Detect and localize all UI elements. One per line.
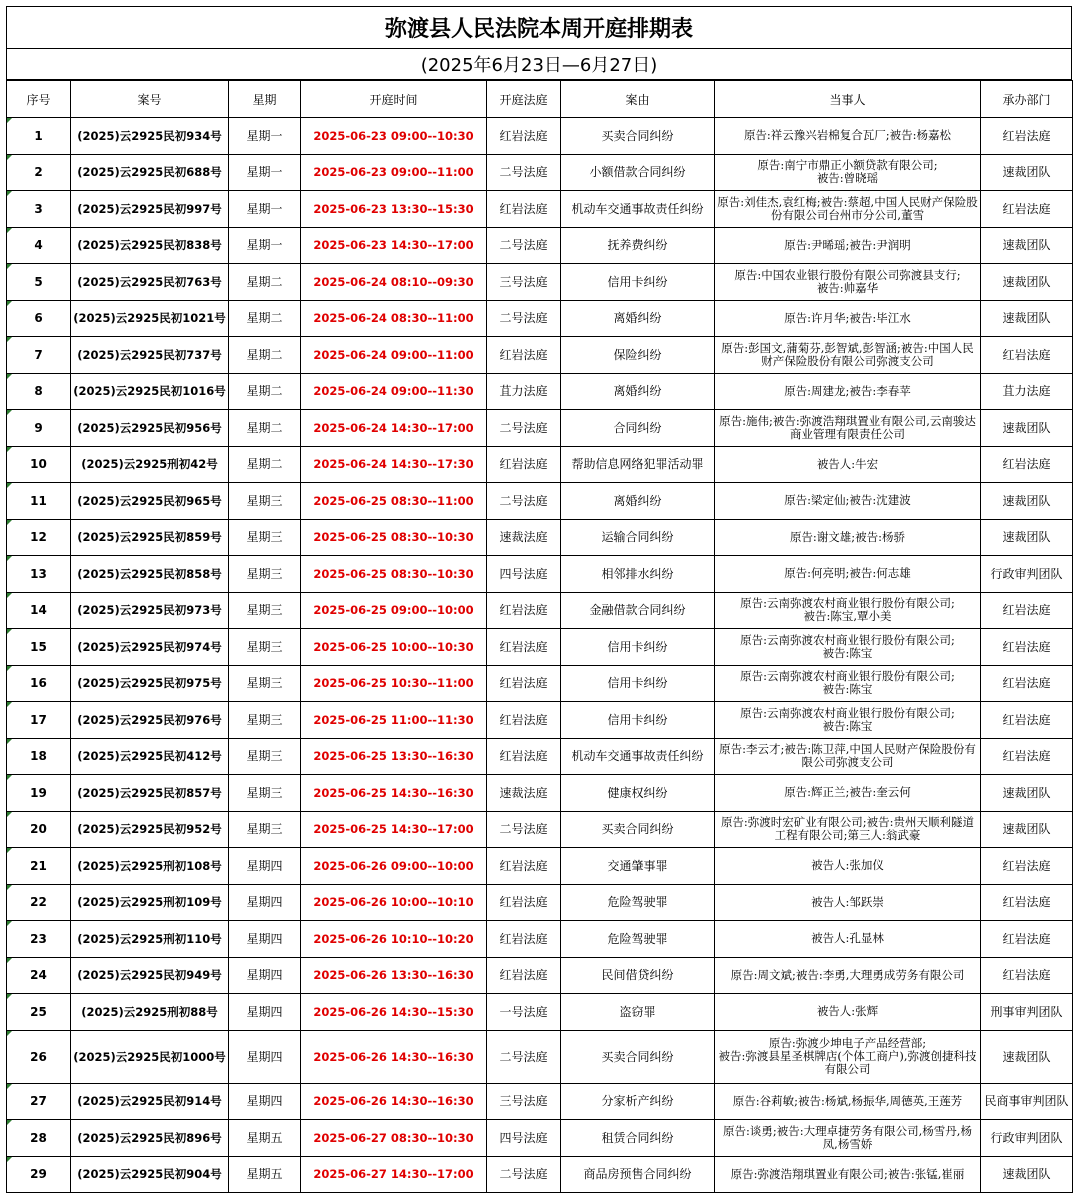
case-number-cell: (2025)云2925民初952号 bbox=[71, 811, 229, 848]
case-number-cell: (2025)云2925民初934号 bbox=[71, 118, 229, 155]
parties-cell: 原告:尹晞瑶;被告:尹润明 bbox=[715, 227, 981, 264]
row-number-cell: 3 bbox=[7, 191, 71, 228]
courtroom-cell: 速裁法庭 bbox=[487, 775, 561, 812]
table-row bbox=[7, 300, 1073, 337]
case-number-cell: (2025)云2925民初1016号 bbox=[71, 373, 229, 410]
col-header-case: 案号 bbox=[71, 81, 229, 118]
hearing-time-cell: 2025-06-26 14:30--16:30 bbox=[301, 1030, 487, 1083]
case-cause-cell: 保险纠纷 bbox=[561, 337, 715, 374]
courtroom-cell: 二号法庭 bbox=[487, 1156, 561, 1193]
parties-cell: 原告:祥云豫兴岩棉复合瓦厂;被告:杨嘉松 bbox=[715, 118, 981, 155]
row-number-cell: 2 bbox=[7, 154, 71, 191]
hearing-time-cell: 2025-06-25 11:00--11:30 bbox=[301, 702, 487, 739]
row-number-cell: 11 bbox=[7, 483, 71, 520]
parties-cell: 原告:梁定仙;被告:沈建波 bbox=[715, 483, 981, 520]
table-row bbox=[7, 337, 1073, 374]
hearing-time-cell: 2025-06-27 08:30--10:30 bbox=[301, 1120, 487, 1157]
hearing-time-cell: 2025-06-25 08:30--10:30 bbox=[301, 556, 487, 593]
table-row bbox=[7, 629, 1073, 666]
department-cell: 苴力法庭 bbox=[981, 373, 1073, 410]
row-number-cell: 24 bbox=[7, 957, 71, 994]
case-cause-cell: 运输合同纠纷 bbox=[561, 519, 715, 556]
case-number-cell: (2025)云2925民初737号 bbox=[71, 337, 229, 374]
table-row bbox=[7, 811, 1073, 848]
table-row bbox=[7, 446, 1073, 483]
hearing-time-cell: 2025-06-25 10:00--10:30 bbox=[301, 629, 487, 666]
case-cause-cell: 交通肇事罪 bbox=[561, 848, 715, 885]
weekday-cell: 星期一 bbox=[229, 191, 301, 228]
weekday-cell: 星期二 bbox=[229, 410, 301, 447]
weekday-cell: 星期五 bbox=[229, 1120, 301, 1157]
table-row bbox=[7, 483, 1073, 520]
parties-cell: 原告:周文斌;被告:李勇,大理勇成劳务有限公司 bbox=[715, 957, 981, 994]
row-number-cell: 8 bbox=[7, 373, 71, 410]
case-cause-cell: 信用卡纠纷 bbox=[561, 702, 715, 739]
hearing-time-cell: 2025-06-24 08:30--11:00 bbox=[301, 300, 487, 337]
hearing-time-cell: 2025-06-23 14:30--17:00 bbox=[301, 227, 487, 264]
hearing-time-cell: 2025-06-25 13:30--16:30 bbox=[301, 738, 487, 775]
department-cell: 红岩法庭 bbox=[981, 118, 1073, 155]
courtroom-cell: 红岩法庭 bbox=[487, 337, 561, 374]
weekday-cell: 星期四 bbox=[229, 994, 301, 1031]
department-cell: 红岩法庭 bbox=[981, 957, 1073, 994]
table-row bbox=[7, 884, 1073, 921]
table-row bbox=[7, 1120, 1073, 1157]
department-cell: 红岩法庭 bbox=[981, 592, 1073, 629]
row-number-cell: 25 bbox=[7, 994, 71, 1031]
parties-cell: 原告:李云才;被告:陈卫萍,中国人民财产保险股份有限公司弥渡支公司 bbox=[715, 738, 981, 775]
col-header-dept: 承办部门 bbox=[981, 81, 1073, 118]
case-number-cell: (2025)云2925民初688号 bbox=[71, 154, 229, 191]
courtroom-cell: 二号法庭 bbox=[487, 154, 561, 191]
case-cause-cell: 危险驾驶罪 bbox=[561, 884, 715, 921]
parties-cell: 原告:何亮明;被告:何志雄 bbox=[715, 556, 981, 593]
courtroom-cell: 红岩法庭 bbox=[487, 957, 561, 994]
table-row bbox=[7, 738, 1073, 775]
department-cell: 速裁团队 bbox=[981, 483, 1073, 520]
case-number-cell: (2025)云2925刑初110号 bbox=[71, 921, 229, 958]
weekday-cell: 星期四 bbox=[229, 1083, 301, 1120]
weekday-cell: 星期五 bbox=[229, 1156, 301, 1193]
row-number-cell: 27 bbox=[7, 1083, 71, 1120]
col-header-court: 开庭法庭 bbox=[487, 81, 561, 118]
table-row bbox=[7, 519, 1073, 556]
row-number-cell: 17 bbox=[7, 702, 71, 739]
parties-cell: 原告:中国农业银行股份有限公司弥渡县支行; 被告:帅嘉华 bbox=[715, 264, 981, 301]
department-cell: 速裁团队 bbox=[981, 300, 1073, 337]
hearing-time-cell: 2025-06-25 08:30--10:30 bbox=[301, 519, 487, 556]
col-header-time: 开庭时间 bbox=[301, 81, 487, 118]
case-number-cell: (2025)云2925民初857号 bbox=[71, 775, 229, 812]
table-row bbox=[7, 592, 1073, 629]
hearing-time-cell: 2025-06-24 09:00--11:30 bbox=[301, 373, 487, 410]
hearing-time-cell: 2025-06-25 14:30--17:00 bbox=[301, 811, 487, 848]
case-cause-cell: 分家析产纠纷 bbox=[561, 1083, 715, 1120]
parties-cell: 被告人:张辉 bbox=[715, 994, 981, 1031]
weekday-cell: 星期一 bbox=[229, 118, 301, 155]
row-number-cell: 20 bbox=[7, 811, 71, 848]
case-number-cell: (2025)云2925民初858号 bbox=[71, 556, 229, 593]
hearing-time-cell: 2025-06-24 09:00--11:00 bbox=[301, 337, 487, 374]
row-number-cell: 19 bbox=[7, 775, 71, 812]
case-cause-cell: 抚养费纠纷 bbox=[561, 227, 715, 264]
courtroom-cell: 速裁法庭 bbox=[487, 519, 561, 556]
weekday-cell: 星期一 bbox=[229, 227, 301, 264]
table-row bbox=[7, 154, 1073, 191]
case-cause-cell: 离婚纠纷 bbox=[561, 373, 715, 410]
case-number-cell: (2025)云2925民初1021号 bbox=[71, 300, 229, 337]
parties-cell: 原告:云南弥渡农村商业银行股份有限公司; 被告:陈宝 bbox=[715, 665, 981, 702]
weekday-cell: 星期三 bbox=[229, 811, 301, 848]
courtroom-cell: 一号法庭 bbox=[487, 994, 561, 1031]
department-cell: 速裁团队 bbox=[981, 1030, 1073, 1083]
weekday-cell: 星期三 bbox=[229, 665, 301, 702]
case-cause-cell: 民间借贷纠纷 bbox=[561, 957, 715, 994]
parties-cell: 原告:彭国文,蒲菊芬,彭智斌,彭智涵;被告:中国人民财产保险股份有限公司弥渡支公司 bbox=[715, 337, 981, 374]
courtroom-cell: 二号法庭 bbox=[487, 811, 561, 848]
parties-cell: 原告:云南弥渡农村商业银行股份有限公司; 被告:陈宝,覃小美 bbox=[715, 592, 981, 629]
case-number-cell: (2025)云2925民初949号 bbox=[71, 957, 229, 994]
page-title: 弥渡县人民法院本周开庭排期表 bbox=[6, 6, 1072, 48]
department-cell: 红岩法庭 bbox=[981, 191, 1073, 228]
weekday-cell: 星期二 bbox=[229, 264, 301, 301]
hearing-time-cell: 2025-06-25 10:30--11:00 bbox=[301, 665, 487, 702]
case-cause-cell: 金融借款合同纠纷 bbox=[561, 592, 715, 629]
weekday-cell: 星期三 bbox=[229, 519, 301, 556]
row-number-cell: 23 bbox=[7, 921, 71, 958]
row-number-cell: 12 bbox=[7, 519, 71, 556]
row-number-cell: 10 bbox=[7, 446, 71, 483]
case-number-cell: (2025)云2925民初914号 bbox=[71, 1083, 229, 1120]
department-cell: 红岩法庭 bbox=[981, 446, 1073, 483]
parties-cell: 原告:弥渡浩翔琪置业有限公司;被告:张锰,崔丽 bbox=[715, 1156, 981, 1193]
weekday-cell: 星期三 bbox=[229, 738, 301, 775]
weekday-cell: 星期三 bbox=[229, 702, 301, 739]
weekday-cell: 星期四 bbox=[229, 848, 301, 885]
department-cell: 红岩法庭 bbox=[981, 629, 1073, 666]
hearing-time-cell: 2025-06-26 14:30--15:30 bbox=[301, 994, 487, 1031]
case-number-cell: (2025)云2925民初859号 bbox=[71, 519, 229, 556]
case-number-cell: (2025)云2925民初763号 bbox=[71, 264, 229, 301]
case-cause-cell: 盗窃罪 bbox=[561, 994, 715, 1031]
department-cell: 红岩法庭 bbox=[981, 337, 1073, 374]
parties-cell: 原告:谈勇;被告:大理卓捷劳务有限公司,杨雪丹,杨凤,杨雪娇 bbox=[715, 1120, 981, 1157]
department-cell: 速裁团队 bbox=[981, 811, 1073, 848]
department-cell: 速裁团队 bbox=[981, 775, 1073, 812]
department-cell: 速裁团队 bbox=[981, 264, 1073, 301]
case-cause-cell: 小额借款合同纠纷 bbox=[561, 154, 715, 191]
parties-cell: 原告:弥渡时宏矿业有限公司;被告:贵州天顺利隧道工程有限公司;第三人:翁武豪 bbox=[715, 811, 981, 848]
department-cell: 速裁团队 bbox=[981, 1156, 1073, 1193]
case-cause-cell: 离婚纠纷 bbox=[561, 300, 715, 337]
hearing-time-cell: 2025-06-24 08:10--09:30 bbox=[301, 264, 487, 301]
row-number-cell: 7 bbox=[7, 337, 71, 374]
case-cause-cell: 信用卡纠纷 bbox=[561, 264, 715, 301]
row-number-cell: 4 bbox=[7, 227, 71, 264]
hearing-time-cell: 2025-06-26 10:10--10:20 bbox=[301, 921, 487, 958]
case-cause-cell: 信用卡纠纷 bbox=[561, 665, 715, 702]
case-cause-cell: 租赁合同纠纷 bbox=[561, 1120, 715, 1157]
hearing-time-cell: 2025-06-23 09:00--10:30 bbox=[301, 118, 487, 155]
table-row bbox=[7, 227, 1073, 264]
case-number-cell: (2025)云2925民初975号 bbox=[71, 665, 229, 702]
case-cause-cell: 商品房预售合同纠纷 bbox=[561, 1156, 715, 1193]
hearing-time-cell: 2025-06-24 14:30--17:30 bbox=[301, 446, 487, 483]
weekday-cell: 星期一 bbox=[229, 154, 301, 191]
hearing-time-cell: 2025-06-26 10:00--10:10 bbox=[301, 884, 487, 921]
parties-cell: 原告:许月华;被告:毕江水 bbox=[715, 300, 981, 337]
weekday-cell: 星期三 bbox=[229, 775, 301, 812]
row-number-cell: 28 bbox=[7, 1120, 71, 1157]
department-cell: 红岩法庭 bbox=[981, 921, 1073, 958]
courtroom-cell: 二号法庭 bbox=[487, 483, 561, 520]
case-number-cell: (2025)云2925民初838号 bbox=[71, 227, 229, 264]
courtroom-cell: 红岩法庭 bbox=[487, 446, 561, 483]
courtroom-cell: 红岩法庭 bbox=[487, 884, 561, 921]
courtroom-cell: 红岩法庭 bbox=[487, 921, 561, 958]
weekday-cell: 星期三 bbox=[229, 556, 301, 593]
hearing-time-cell: 2025-06-25 09:00--10:00 bbox=[301, 592, 487, 629]
parties-cell: 原告:刘佳杰,袁红梅;被告:蔡超,中国人民财产保险股份有限公司台州市分公司,董雪 bbox=[715, 191, 981, 228]
weekday-cell: 星期三 bbox=[229, 592, 301, 629]
courtroom-cell: 二号法庭 bbox=[487, 227, 561, 264]
row-number-cell: 1 bbox=[7, 118, 71, 155]
courtroom-cell: 二号法庭 bbox=[487, 1030, 561, 1083]
department-cell: 民商事审判团队 bbox=[981, 1083, 1073, 1120]
weekday-cell: 星期二 bbox=[229, 300, 301, 337]
row-number-cell: 13 bbox=[7, 556, 71, 593]
hearing-time-cell: 2025-06-25 08:30--11:00 bbox=[301, 483, 487, 520]
row-number-cell: 26 bbox=[7, 1030, 71, 1083]
courtroom-cell: 二号法庭 bbox=[487, 410, 561, 447]
case-number-cell: (2025)云2925民初974号 bbox=[71, 629, 229, 666]
department-cell: 行政审判团队 bbox=[981, 1120, 1073, 1157]
parties-cell: 原告:周建龙;被告:李春苹 bbox=[715, 373, 981, 410]
parties-cell: 被告人:邹跃崇 bbox=[715, 884, 981, 921]
department-cell: 速裁团队 bbox=[981, 410, 1073, 447]
case-number-cell: (2025)云2925民初997号 bbox=[71, 191, 229, 228]
case-cause-cell: 相邻排水纠纷 bbox=[561, 556, 715, 593]
case-cause-cell: 危险驾驶罪 bbox=[561, 921, 715, 958]
table-row bbox=[7, 556, 1073, 593]
schedule-sheet bbox=[6, 6, 1072, 1193]
courtroom-cell: 红岩法庭 bbox=[487, 191, 561, 228]
hearing-time-cell: 2025-06-24 14:30--17:00 bbox=[301, 410, 487, 447]
case-cause-cell: 买卖合同纠纷 bbox=[561, 118, 715, 155]
case-number-cell: (2025)云2925民初973号 bbox=[71, 592, 229, 629]
department-cell: 刑事审判团队 bbox=[981, 994, 1073, 1031]
courtroom-cell: 四号法庭 bbox=[487, 556, 561, 593]
department-cell: 速裁团队 bbox=[981, 154, 1073, 191]
department-cell: 红岩法庭 bbox=[981, 848, 1073, 885]
case-cause-cell: 信用卡纠纷 bbox=[561, 629, 715, 666]
department-cell: 红岩法庭 bbox=[981, 665, 1073, 702]
parties-cell: 原告:谷莉敏;被告:杨斌,杨振华,周德英,王莲芳 bbox=[715, 1083, 981, 1120]
table-row bbox=[7, 848, 1073, 885]
row-number-cell: 16 bbox=[7, 665, 71, 702]
courtroom-cell: 二号法庭 bbox=[487, 300, 561, 337]
courtroom-cell: 红岩法庭 bbox=[487, 629, 561, 666]
hearing-time-cell: 2025-06-26 13:30--16:30 bbox=[301, 957, 487, 994]
courtroom-cell: 红岩法庭 bbox=[487, 738, 561, 775]
hearing-time-cell: 2025-06-23 13:30--15:30 bbox=[301, 191, 487, 228]
case-number-cell: (2025)云2925民初965号 bbox=[71, 483, 229, 520]
case-number-cell: (2025)云2925刑初88号 bbox=[71, 994, 229, 1031]
hearing-time-cell: 2025-06-25 14:30--16:30 bbox=[301, 775, 487, 812]
table-row bbox=[7, 957, 1073, 994]
col-header-day: 星期 bbox=[229, 81, 301, 118]
hearing-time-cell: 2025-06-26 14:30--16:30 bbox=[301, 1083, 487, 1120]
department-cell: 红岩法庭 bbox=[981, 702, 1073, 739]
case-cause-cell: 帮助信息网络犯罪活动罪 bbox=[561, 446, 715, 483]
col-header-no: 序号 bbox=[7, 81, 71, 118]
case-cause-cell: 机动车交通事故责任纠纷 bbox=[561, 191, 715, 228]
department-cell: 行政审判团队 bbox=[981, 556, 1073, 593]
parties-cell: 被告人:牛宏 bbox=[715, 446, 981, 483]
courtroom-cell: 红岩法庭 bbox=[487, 592, 561, 629]
date-range: (2025年6月23日—6月27日) bbox=[6, 48, 1072, 80]
courtroom-cell: 红岩法庭 bbox=[487, 665, 561, 702]
table-row bbox=[7, 994, 1073, 1031]
weekday-cell: 星期二 bbox=[229, 337, 301, 374]
parties-cell: 原告:云南弥渡农村商业银行股份有限公司; 被告:陈宝 bbox=[715, 629, 981, 666]
schedule-table bbox=[6, 80, 1073, 1193]
header-row bbox=[7, 81, 1073, 118]
courtroom-cell: 红岩法庭 bbox=[487, 848, 561, 885]
parties-cell: 原告:南宁市鼎正小额贷款有限公司; 被告:曾晓瑶 bbox=[715, 154, 981, 191]
table-row bbox=[7, 1156, 1073, 1193]
courtroom-cell: 苴力法庭 bbox=[487, 373, 561, 410]
parties-cell: 被告人:张加仪 bbox=[715, 848, 981, 885]
table-row bbox=[7, 118, 1073, 155]
parties-cell: 原告:施伟;被告:弥渡浩翔琪置业有限公司,云南骏达商业管理有限责任公司 bbox=[715, 410, 981, 447]
case-number-cell: (2025)云2925刑初108号 bbox=[71, 848, 229, 885]
case-number-cell: (2025)云2925刑初42号 bbox=[71, 446, 229, 483]
department-cell: 速裁团队 bbox=[981, 519, 1073, 556]
table-row bbox=[7, 1083, 1073, 1120]
case-number-cell: (2025)云2925民初976号 bbox=[71, 702, 229, 739]
row-number-cell: 14 bbox=[7, 592, 71, 629]
case-number-cell: (2025)云2925民初904号 bbox=[71, 1156, 229, 1193]
weekday-cell: 星期四 bbox=[229, 1030, 301, 1083]
weekday-cell: 星期四 bbox=[229, 921, 301, 958]
table-row bbox=[7, 665, 1073, 702]
weekday-cell: 星期四 bbox=[229, 884, 301, 921]
table-row bbox=[7, 410, 1073, 447]
parties-cell: 原告:云南弥渡农村商业银行股份有限公司; 被告:陈宝 bbox=[715, 702, 981, 739]
courtroom-cell: 四号法庭 bbox=[487, 1120, 561, 1157]
case-cause-cell: 离婚纠纷 bbox=[561, 483, 715, 520]
weekday-cell: 星期三 bbox=[229, 629, 301, 666]
table-row bbox=[7, 702, 1073, 739]
table-row bbox=[7, 921, 1073, 958]
table-row bbox=[7, 264, 1073, 301]
case-cause-cell: 买卖合同纠纷 bbox=[561, 1030, 715, 1083]
courtroom-cell: 三号法庭 bbox=[487, 1083, 561, 1120]
courtroom-cell: 红岩法庭 bbox=[487, 702, 561, 739]
case-number-cell: (2025)云2925民初1000号 bbox=[71, 1030, 229, 1083]
weekday-cell: 星期二 bbox=[229, 373, 301, 410]
case-number-cell: (2025)云2925民初896号 bbox=[71, 1120, 229, 1157]
parties-cell: 被告人:孔显林 bbox=[715, 921, 981, 958]
case-cause-cell: 买卖合同纠纷 bbox=[561, 811, 715, 848]
hearing-time-cell: 2025-06-23 09:00--11:00 bbox=[301, 154, 487, 191]
case-number-cell: (2025)云2925民初412号 bbox=[71, 738, 229, 775]
department-cell: 红岩法庭 bbox=[981, 884, 1073, 921]
weekday-cell: 星期四 bbox=[229, 957, 301, 994]
case-cause-cell: 健康权纠纷 bbox=[561, 775, 715, 812]
table-row bbox=[7, 1030, 1073, 1083]
row-number-cell: 22 bbox=[7, 884, 71, 921]
case-number-cell: (2025)云2925民初956号 bbox=[71, 410, 229, 447]
row-number-cell: 5 bbox=[7, 264, 71, 301]
case-cause-cell: 机动车交通事故责任纠纷 bbox=[561, 738, 715, 775]
parties-cell: 原告:辉正兰;被告:奎云何 bbox=[715, 775, 981, 812]
hearing-time-cell: 2025-06-26 09:00--10:00 bbox=[301, 848, 487, 885]
case-cause-cell: 合同纠纷 bbox=[561, 410, 715, 447]
case-number-cell: (2025)云2925刑初109号 bbox=[71, 884, 229, 921]
department-cell: 速裁团队 bbox=[981, 227, 1073, 264]
courtroom-cell: 三号法庭 bbox=[487, 264, 561, 301]
weekday-cell: 星期三 bbox=[229, 483, 301, 520]
row-number-cell: 6 bbox=[7, 300, 71, 337]
courtroom-cell: 红岩法庭 bbox=[487, 118, 561, 155]
table-row bbox=[7, 373, 1073, 410]
parties-cell: 原告:弥渡少坤电子产品经营部; 被告:弥渡县星圣棋牌店(个体工商户),弥渡创捷科技有限公司 bbox=[715, 1030, 981, 1083]
row-number-cell: 18 bbox=[7, 738, 71, 775]
col-header-cause: 案由 bbox=[561, 81, 715, 118]
parties-cell: 原告:谢文雄;被告:杨骄 bbox=[715, 519, 981, 556]
row-number-cell: 29 bbox=[7, 1156, 71, 1193]
row-number-cell: 9 bbox=[7, 410, 71, 447]
row-number-cell: 15 bbox=[7, 629, 71, 666]
table-row bbox=[7, 191, 1073, 228]
hearing-time-cell: 2025-06-27 14:30--17:00 bbox=[301, 1156, 487, 1193]
col-header-party: 当事人 bbox=[715, 81, 981, 118]
table-row bbox=[7, 775, 1073, 812]
row-number-cell: 21 bbox=[7, 848, 71, 885]
department-cell: 红岩法庭 bbox=[981, 738, 1073, 775]
weekday-cell: 星期二 bbox=[229, 446, 301, 483]
